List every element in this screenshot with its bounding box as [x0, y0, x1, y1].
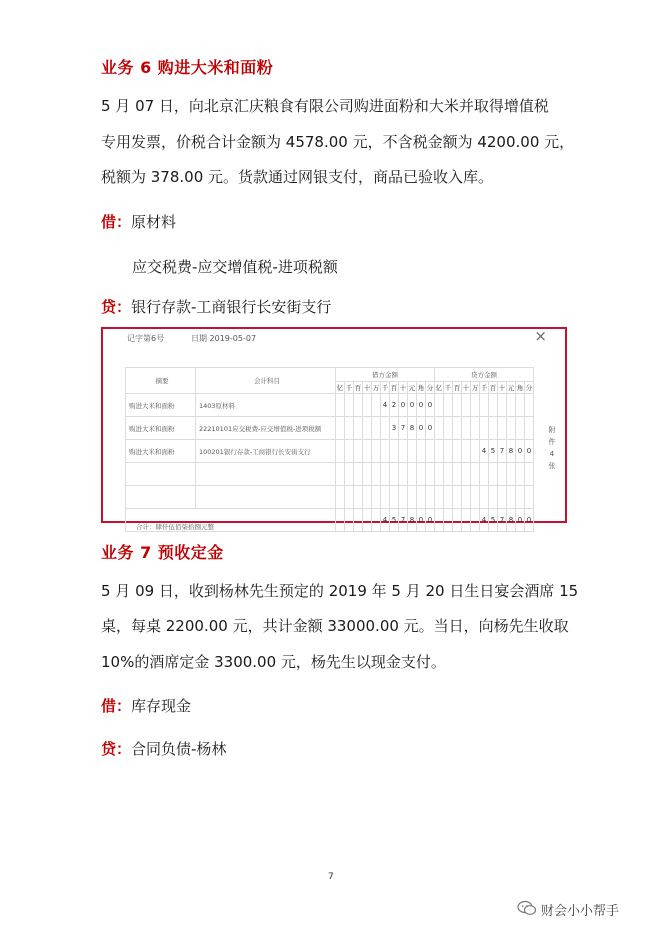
col-debit-header: 借方金额 [336, 368, 435, 382]
credit-digit [462, 417, 471, 440]
empty-digit [417, 486, 426, 509]
attach-char: 件 [548, 438, 556, 446]
debit-digit: 3 [390, 417, 399, 440]
biz6-debit-entry [101, 211, 176, 232]
credit-digit [516, 394, 525, 417]
credit-digit [462, 440, 471, 463]
total-debit-digit [363, 509, 372, 532]
col-summary-header: 摘要 [126, 368, 196, 394]
credit-digit: 4 [480, 440, 489, 463]
debit-digit: 0 [399, 394, 408, 417]
voucher-blank-row [126, 463, 534, 486]
empty-digit [354, 463, 363, 486]
empty-digit [444, 463, 453, 486]
credit-digit: 8 [507, 440, 516, 463]
debit-digit [363, 440, 372, 463]
debit-digit [345, 394, 354, 417]
debit-digit [372, 440, 381, 463]
total-credit-digit [471, 509, 480, 532]
debit-digit [363, 417, 372, 440]
row-summary [126, 486, 196, 509]
debit-digit: 8 [408, 417, 417, 440]
credit-digit [435, 440, 444, 463]
debit-digit: 0 [426, 417, 435, 440]
voucher-number: 记字第6号 [127, 334, 165, 343]
unit-header: 万 [372, 382, 381, 394]
empty-digit [381, 463, 390, 486]
attach-char: 张 [548, 462, 556, 470]
unit-header: 千 [444, 382, 453, 394]
biz6-credit-entry [101, 296, 331, 317]
credit-digit [444, 394, 453, 417]
empty-digit [336, 463, 345, 486]
biz6-debit-account2: 应交税费-应交增值税-进项税额 [132, 258, 338, 276]
empty-digit [399, 463, 408, 486]
debit-account: 库存现金 [131, 697, 192, 715]
row-account: 1403原材料 [196, 394, 336, 417]
empty-digit [498, 463, 507, 486]
total-label: 合计：肆仟伍佰柒拾捌元整 [126, 509, 336, 532]
credit-digit [444, 417, 453, 440]
debit-digit: 7 [399, 417, 408, 440]
empty-digit [525, 486, 534, 509]
credit-digit [498, 394, 507, 417]
credit-digit [471, 440, 480, 463]
debit-digit: 4 [381, 394, 390, 417]
debit-digit [354, 417, 363, 440]
col-account-header: 会计科目 [196, 368, 336, 394]
empty-digit [444, 486, 453, 509]
unit-header: 元 [507, 382, 516, 394]
empty-digit [480, 463, 489, 486]
debit-digit [426, 440, 435, 463]
total-credit-digit: 8 [507, 509, 516, 532]
unit-header: 百 [489, 382, 498, 394]
total-debit-digit: 5 [390, 509, 399, 532]
empty-digit [345, 463, 354, 486]
credit-digit: 5 [489, 440, 498, 463]
total-debit-digit: 0 [417, 509, 426, 532]
credit-digit [453, 417, 462, 440]
biz6-text-line2: 专用发票，价税合计金额为 4578.00 元，不含税金额为 4200.00 元， [101, 133, 575, 151]
debit-digit [381, 417, 390, 440]
empty-digit [390, 486, 399, 509]
debit-digit: 0 [408, 394, 417, 417]
empty-digit [336, 486, 345, 509]
empty-digit [489, 486, 498, 509]
empty-digit [453, 486, 462, 509]
empty-digit [525, 463, 534, 486]
row-summary [126, 463, 196, 486]
total-debit-digit [372, 509, 381, 532]
voucher-total-row [126, 509, 534, 532]
empty-digit [354, 486, 363, 509]
credit-digit [489, 417, 498, 440]
biz7-text-line2: 桌，每桌 2200.00 元，共计金额 33000.00 元。当日，向杨先生收取 [101, 617, 569, 635]
total-debit-digit [336, 509, 345, 532]
credit-digit [525, 394, 534, 417]
col-credit-header: 贷方金额 [435, 368, 534, 382]
empty-digit [381, 486, 390, 509]
debit-digit [336, 394, 345, 417]
total-credit-digit [462, 509, 471, 532]
credit-digit [444, 440, 453, 463]
credit-digit [462, 394, 471, 417]
unit-header: 亿 [435, 382, 444, 394]
section-title-biz6: 业务 6 购进大米和面粉 [101, 58, 274, 77]
biz6-text-line1: 5 月 07 日，向北京汇庆粮食有限公司购进面粉和大米并取得增值税 [101, 97, 549, 115]
voucher-screenshot [101, 327, 567, 531]
page-number: 7 [328, 872, 334, 882]
credit-digit: 0 [525, 440, 534, 463]
debit-digit [372, 394, 381, 417]
credit-digit [435, 394, 444, 417]
debit-digit [354, 394, 363, 417]
close-icon[interactable]: × [534, 327, 547, 345]
empty-digit [462, 486, 471, 509]
empty-digit [426, 486, 435, 509]
unit-header: 元 [408, 382, 417, 394]
unit-header: 百 [453, 382, 462, 394]
voucher-table [125, 367, 534, 532]
total-debit-digit: 7 [399, 509, 408, 532]
voucher-row [126, 394, 534, 417]
unit-header: 百 [390, 382, 399, 394]
unit-header: 十 [399, 382, 408, 394]
row-summary: 购进大米和面粉 [126, 394, 196, 417]
credit-digit [471, 394, 480, 417]
empty-digit [471, 463, 480, 486]
empty-digit [516, 463, 525, 486]
empty-digit [489, 463, 498, 486]
unit-header: 千 [381, 382, 390, 394]
total-debit-digit [354, 509, 363, 532]
row-account [196, 463, 336, 486]
voucher-row [126, 440, 534, 463]
attach-char: 4 [549, 450, 555, 458]
empty-digit [516, 486, 525, 509]
empty-digit [507, 486, 516, 509]
total-credit-digit: 5 [489, 509, 498, 532]
total-credit-digit: 4 [480, 509, 489, 532]
empty-digit [480, 486, 489, 509]
credit-label: 贷： [101, 298, 132, 316]
total-credit-digit [435, 509, 444, 532]
debit-account: 原材料 [131, 213, 177, 231]
wechat-icon [517, 900, 537, 916]
biz7-debit-entry [101, 695, 191, 716]
empty-digit [372, 463, 381, 486]
empty-digit [426, 463, 435, 486]
empty-digit [399, 486, 408, 509]
unit-header: 百 [354, 382, 363, 394]
attachment-count [547, 424, 557, 472]
empty-digit [462, 463, 471, 486]
credit-digit [480, 417, 489, 440]
credit-digit [489, 394, 498, 417]
credit-account: 合同负债-杨林 [131, 740, 227, 758]
credit-digit [525, 417, 534, 440]
credit-digit [471, 417, 480, 440]
debit-digit [381, 440, 390, 463]
debit-digit: 0 [426, 394, 435, 417]
total-debit-digit: 8 [408, 509, 417, 532]
row-account [196, 486, 336, 509]
row-summary: 购进大米和面粉 [126, 440, 196, 463]
unit-header: 十 [498, 382, 507, 394]
debit-digit [363, 394, 372, 417]
empty-digit [390, 463, 399, 486]
debit-digit [417, 440, 426, 463]
credit-digit [480, 394, 489, 417]
empty-digit [435, 486, 444, 509]
empty-digit [471, 486, 480, 509]
credit-account: 银行存款-工商银行长安街支行 [131, 298, 332, 316]
total-credit-digit [453, 509, 462, 532]
empty-digit [408, 486, 417, 509]
debit-digit [336, 417, 345, 440]
unit-header: 分 [426, 382, 435, 394]
credit-digit [435, 417, 444, 440]
empty-digit [453, 463, 462, 486]
debit-digit [345, 417, 354, 440]
biz7-text-line3: 10%的酒席定金 3300.00 元，杨先生以现金支付。 [101, 653, 446, 671]
unit-header: 角 [417, 382, 426, 394]
total-credit-digit: 0 [516, 509, 525, 532]
debit-digit: 0 [417, 417, 426, 440]
debit-digit [336, 440, 345, 463]
section-title-biz7: 业务 7 预收定金 [101, 543, 224, 562]
empty-digit [507, 463, 516, 486]
credit-digit: 7 [498, 440, 507, 463]
empty-digit [408, 463, 417, 486]
debit-digit: 2 [390, 394, 399, 417]
empty-digit [498, 486, 507, 509]
debit-digit [354, 440, 363, 463]
empty-digit [363, 486, 372, 509]
total-credit-digit: 0 [525, 509, 534, 532]
credit-digit [507, 394, 516, 417]
debit-digit [399, 440, 408, 463]
credit-digit: 0 [516, 440, 525, 463]
empty-digit [345, 486, 354, 509]
total-debit-digit: 0 [426, 509, 435, 532]
empty-digit [435, 463, 444, 486]
unit-header: 分 [525, 382, 534, 394]
attach-char: 附 [548, 426, 556, 434]
unit-header: 十 [462, 382, 471, 394]
biz6-text-line3: 税额为 378.00 元。货款通过网银支付，商品已验收入库。 [101, 168, 494, 186]
voucher-row [126, 417, 534, 440]
debit-digit [345, 440, 354, 463]
credit-digit [498, 417, 507, 440]
empty-digit [417, 463, 426, 486]
watermark: 财会小小帮手 [541, 904, 620, 919]
debit-digit [390, 440, 399, 463]
biz7-credit-entry [101, 738, 226, 759]
voucher-blank-row [126, 486, 534, 509]
debit-label: 借： [101, 213, 132, 231]
debit-digit [408, 440, 417, 463]
credit-digit [516, 417, 525, 440]
debit-label: 借： [101, 697, 132, 715]
total-credit-digit [444, 509, 453, 532]
total-debit-digit [345, 509, 354, 532]
unit-header: 万 [471, 382, 480, 394]
unit-header: 千 [345, 382, 354, 394]
voucher-date: 日期 2019-05-07 [191, 334, 257, 343]
credit-label: 贷： [101, 740, 132, 758]
row-account: 100201银行存款-工商银行长安街支行 [196, 440, 336, 463]
empty-digit [363, 463, 372, 486]
row-account: 22210101应交税费-应交增值税-进项税额 [196, 417, 336, 440]
unit-header: 千 [480, 382, 489, 394]
total-credit-digit: 7 [498, 509, 507, 532]
credit-digit [453, 394, 462, 417]
debit-digit [372, 417, 381, 440]
unit-header: 亿 [336, 382, 345, 394]
biz7-text-line1: 5 月 09 日，收到杨林先生预定的 2019 年 5 月 20 日生日宴会酒席 15 [101, 582, 579, 600]
debit-digit: 0 [417, 394, 426, 417]
row-summary: 购进大米和面粉 [126, 417, 196, 440]
credit-digit [507, 417, 516, 440]
unit-header: 十 [363, 382, 372, 394]
empty-digit [372, 486, 381, 509]
unit-header: 角 [516, 382, 525, 394]
total-debit-digit: 4 [381, 509, 390, 532]
credit-digit [453, 440, 462, 463]
